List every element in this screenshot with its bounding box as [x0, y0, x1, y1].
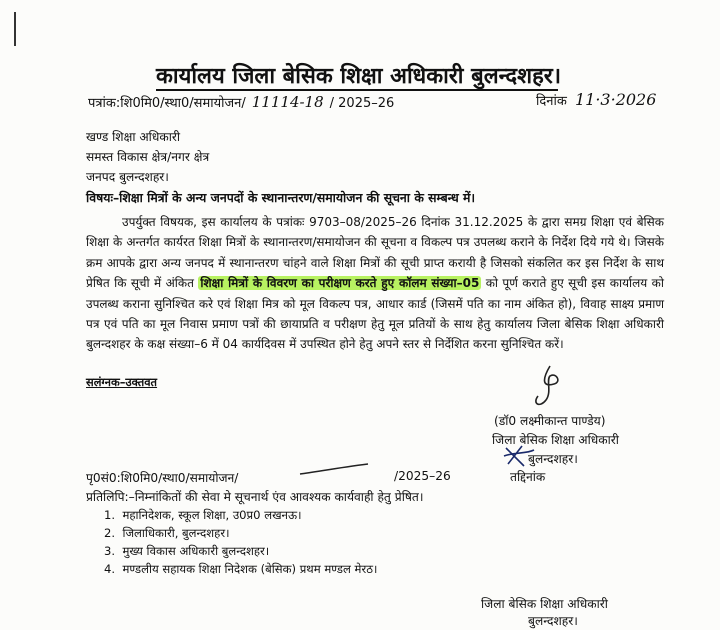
ref-suffix: / 2025–26: [329, 96, 395, 111]
addressee-line-1: खण्ड शिक्षा अधिकारी: [86, 130, 180, 144]
signatory-place: बुलन्दशहर।: [528, 452, 578, 466]
footer-designation: जिला बेसिक शिक्षा अधिकारी: [481, 597, 608, 611]
date-label: दिनांक: [536, 94, 567, 109]
office-title: कार्यालय जिला बेसिक शिक्षा अधिकारी बुलन्दशहर।: [156, 64, 562, 89]
copy-ref: पृ0सं0:शि0मि0/स्था0/समायोजन/: [86, 471, 239, 485]
enclosure-note: सलंग्नक–उक्तवत: [86, 375, 158, 389]
date-handwritten: 11·3·2026: [574, 90, 657, 109]
addressee-line-2: समस्त विकास क्षेत्र/नगर क्षेत्र: [86, 150, 210, 164]
scan-edge-mark: [14, 12, 16, 46]
copy-intro: प्रतिलिपि:–निम्नांकितों की सेवा मे सूचनार्थ एंव आवश्यक कार्यवाही हेतु प्रेषित।: [86, 490, 424, 504]
signatory-name: (डॉ0 लक्ष्मीकान्त पाण्डेय): [494, 414, 606, 428]
copy-ref-suffix: /2025–26: [394, 469, 451, 483]
copy-ref-handwritten-stroke: [296, 462, 376, 478]
ref-prefix: पत्रांक:शि0मि0/स्था0/समायोजन/: [88, 96, 246, 111]
signatory-designation: जिला बेसिक शिक्षा अधिकारी: [492, 433, 619, 447]
body-text-part-2: को पूर्ण कराते हुए सूची इस कार्यालय को उपलब्ध कराना सुनिश्चित करे एवं शिक्षा मित्र को मूल विकल्प पत्र, आधार कार्ड (जिसमें पति का नाम अंकित हो), विवाह साक्ष्य प्रमाण पत्र एवं पति का मूल निवास प्रमाण पत्रों की छायाप्रति व परीक्षण हेतु मूल प्रतियों के साथ हेतु कार्यालय जिला बेसिक शिक्षा अधिकारी बुलन्दशहर के कक्ष संख्या–6 में 04 कार्यदिवस में उपस्थित होने हेतु अपने स्तर से निर्देशित करना सुनिश्चित करें।: [86, 276, 664, 352]
footer-place: बुलन्दशहर।: [528, 614, 578, 628]
date-line: [536, 90, 656, 109]
copy-item-2: 2. जिलाधिकारी, बुलन्दशहर।: [104, 526, 230, 540]
copy-ref-line: [86, 469, 238, 486]
highlighted-instruction: शिक्षा मित्रों के विवरण का परीक्षण करते हुए कॉलम संख्या–05: [200, 276, 480, 291]
body-paragraph: [86, 212, 664, 355]
subject-line: विषयः–शिक्षा मित्रों के अन्य जनपदों के स्थानान्तरण/समायोजन की सूचना के सम्बन्ध में।: [86, 190, 476, 205]
copy-item-1: 1. महानिदेशक, स्कूल शिक्षा, उ0प्र0 लखनऊ।: [104, 508, 302, 522]
reference-line: [88, 93, 394, 111]
copy-item-3: 3. मुख्य विकास अधिकारी बुलन्दशहर।: [104, 544, 270, 558]
title-underline: [156, 89, 558, 91]
addressee-line-3: जनपद बुलन्दशहर।: [86, 170, 169, 184]
body-text-part-1: उपर्युक्त विषयक, इस कार्यालय के पत्रांकः 9703–08/2025–26 दिनांक 31.12.2025 के द्वारा समग्र शिक्षा एवं बेसिक शिक्षा के अन्तर्गत कार्यरत शिक्षा मित्रों के स्थानान्तरण/समायोजन की सूचना व विकल्प पत्र उपलब्ध कराने के निर्देश दिये गये थे। जिसके क्रम आपके द्वारा अन्य जनपद में स्थानान्तरण चांहने वाले शिक्षा मित्रों की सूची प्राप्त करायी है जिसको संकलित कर इस निर्देश के साथ प्रेषित कि सूची में अंकित: [86, 215, 664, 291]
copy-item-4: 4. मण्डलीय सहायक शिक्षा निदेशक (बेसिक) प्रथम मण्डल मेरठ।: [104, 562, 378, 576]
ref-number-handwritten: 11114-18: [251, 93, 324, 111]
tad-dinank: तद्दिनांक: [510, 470, 546, 484]
